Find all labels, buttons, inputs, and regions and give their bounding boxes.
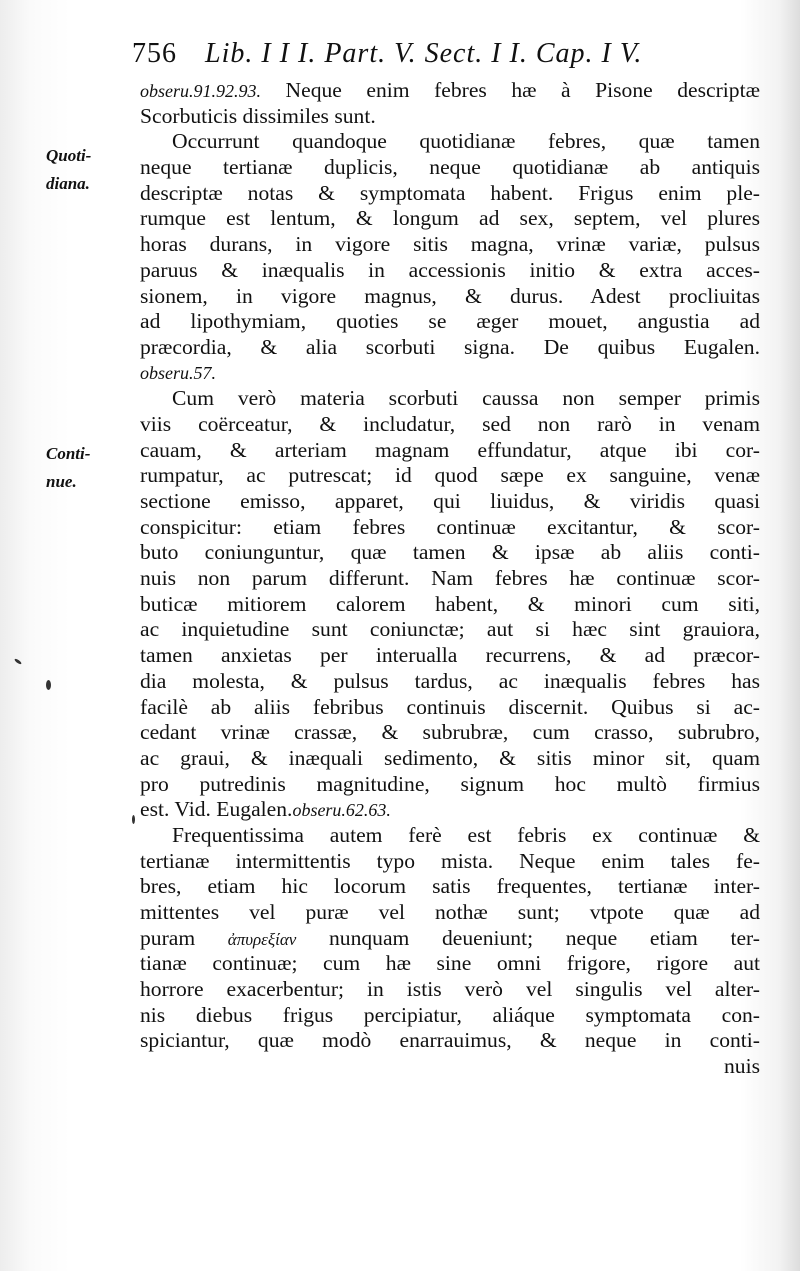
margin-note-line: Conti-	[46, 444, 91, 463]
text-line: neque tertianæ duplicis, neque quotidianæ ab antiquis	[140, 155, 760, 180]
text-line: præcordia, & alia scorbuti signa. De quibus Eugalen.	[140, 334, 760, 359]
text-line: Cum verò materia scorbuti caussa non semper primis	[172, 386, 760, 411]
text-line: pro putredinis magnitudine, signum hoc multò firmius	[140, 771, 760, 796]
text-line: paruus & inæqualis in accessionis initio & extra acces-	[140, 257, 760, 282]
text-line: ad lipothymiam, quoties se æger mouet, angustia ad	[140, 309, 760, 334]
text-line: horas durans, in vigore sitis magna, vrinæ variæ, pulsus	[140, 232, 760, 257]
text-line: Occurrunt quandoque quotidianæ febres, quæ tamen	[172, 129, 760, 154]
text-line: ac inquietudine sunt coniunctæ; aut si hæc sint grauiora,	[140, 617, 760, 642]
text-line: nuis non parum differunt. Nam febres hæ continuæ scor-	[140, 566, 760, 591]
text-line: Frequentissima autem ferè est febris ex continuæ &	[172, 822, 760, 847]
text-line: viis coërceatur, & includatur, sed non rarò in venam	[140, 411, 760, 436]
text-span: est. Vid. Eugalen.	[140, 797, 293, 822]
margin-note-quotidiana	[46, 142, 91, 198]
text-line: tianæ continuæ; cum hæ sine omni frigore, rigore aut	[140, 951, 760, 976]
ink-speck	[132, 815, 135, 824]
text-line: cedant vrinæ crassæ, & subrubræ, cum crasso, subrubro,	[140, 720, 760, 745]
text-line: descriptæ notas & symptomata habent. Frigus enim ple-	[140, 180, 760, 205]
ink-speck	[14, 658, 22, 665]
margin-note-continue	[46, 440, 90, 496]
text-span: nunquam deueniunt; neque etiam ter-	[296, 925, 760, 950]
running-head-title: Lib. I I I. Part. V. Sect. I I. Cap. I V.	[205, 38, 643, 69]
citation: obseru.57.	[140, 362, 216, 383]
greek-word: ἀπυρεξίαν	[227, 929, 297, 949]
text-line: sectione emisso, apparet, qui liuidus, & viridis quasi	[140, 489, 760, 513]
text-line: Scorbuticis dissimiles sunt.	[140, 103, 376, 128]
text-line: dia molesta, & pulsus tardus, ac inæqualis febres has	[140, 668, 760, 693]
citation: obseru.62.63.	[292, 800, 391, 821]
text-line: conspicitur: etiam febres continuæ excitantur, & scor-	[140, 514, 760, 539]
page-body	[140, 78, 760, 1080]
text-line: horrore exacerbentur; in istis verò vel singulis vel alter-	[140, 977, 760, 1002]
text-span: Neque enim febres hæ à Pisone descriptæ	[261, 78, 760, 102]
text-line: spiciantur, quæ modò enarrauimus, & neque in conti-	[140, 1028, 760, 1053]
page-number: 756	[132, 38, 177, 69]
text-line: buto coniunguntur, quæ tamen & ipsæ ab aliis conti-	[140, 540, 760, 565]
text-line: nis diebus frigus percipiatur, aliáque symptomata con-	[140, 1002, 760, 1027]
text-line: rumque est lentum, & longum ad sex, septem, vel plures	[140, 206, 760, 231]
text-line	[140, 797, 760, 823]
text-line: buticæ mitiorem calorem habent, & minori cum siti,	[140, 591, 760, 616]
text-line	[140, 926, 760, 952]
margin-note-line: diana.	[46, 174, 90, 193]
ink-speck	[46, 680, 51, 690]
text-line: bres, etiam hic locorum satis frequentes, tertianæ inter-	[140, 874, 760, 899]
text-line: cauam, & arteriam magnam effundatur, atque ibi cor-	[140, 437, 760, 462]
text-line: facilè ab aliis febribus continuis discernit. Quibus si ac-	[140, 694, 760, 719]
text-span: puram	[140, 925, 228, 950]
text-line: tertianæ intermittentis typo mista. Neque enim tales fe-	[140, 848, 760, 873]
running-head	[132, 38, 692, 70]
margin-note-line: Quoti-	[46, 146, 92, 165]
text-line: rumpatur, ac putrescat; id quod sæpe ex sanguine, venæ	[140, 463, 760, 488]
text-line: tamen anxietas per interualla recurrens, & ad præcor-	[140, 643, 760, 668]
margin-note-line: nue.	[46, 472, 77, 491]
text-line: sionem, in vigore magnus, & durus. Adest procliuitas	[140, 283, 760, 308]
text-line: ac graui, & inæquali sedimento, & sitis minor sit, quam	[140, 745, 760, 770]
citation: obseru.91.92.93.	[140, 81, 261, 101]
catchword: nuis	[724, 1054, 760, 1079]
text-line	[140, 78, 760, 104]
text-line: mittentes vel puræ vel nothæ sunt; vtpote quæ ad	[140, 900, 760, 924]
